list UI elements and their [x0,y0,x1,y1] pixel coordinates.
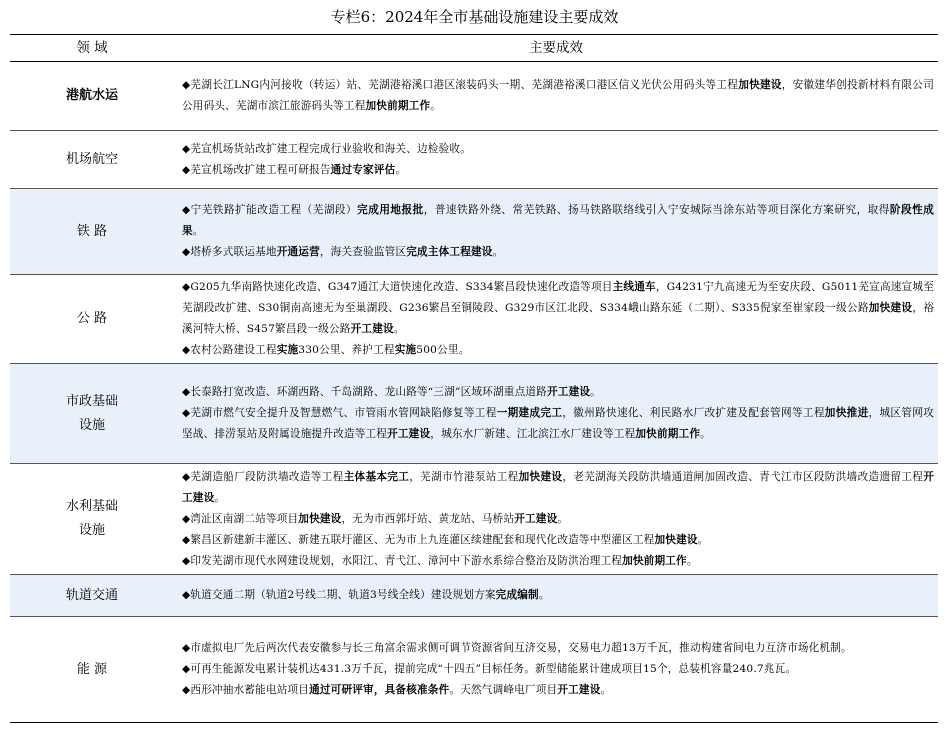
text-segment: 。 [214,491,226,504]
achievement-item [182,530,934,551]
highlight-text: 加快前期工作 [635,428,701,440]
text-segment: 。 [393,323,405,335]
text-segment: ，芜湖市竹港泵站工程 [409,470,519,483]
header-achievements: 主要成效 [529,40,583,56]
text-segment: 330公里、养护工程 [298,344,395,356]
achievement-item [182,160,934,181]
text-segment: ◆芜湖造船厂段防洪墙改造等工程 [182,470,344,483]
text-segment: 500公里。 [416,344,470,356]
highlight-text: 一期建成完工 [496,407,563,419]
highlight-text: 完成编制 [495,589,539,601]
achievement-item [182,403,934,445]
highlight-text: 开通运营 [276,246,320,258]
highlight-text: 完成用地报批 [357,204,424,216]
text-segment: 。天然气调峰电厂项目 [449,684,558,696]
text-segment: 。 [430,100,442,112]
content-cell [174,364,938,463]
highlight-text: 加快建设 [654,533,698,546]
text-segment: 。 [557,512,569,525]
table-header [10,34,938,62]
table-title: 专栏6：2024年全市基础设施建设主要成效 [330,8,619,26]
content-cell [174,464,938,574]
highlight-text: 完成主体工程建设 [406,246,493,258]
text-segment: ◆印发芜湖市现代水网建设规划，水阳江、青弋江、漳河中下游水系综合整治及防洪治理工程 [182,554,623,567]
highlight-text: 开工建设 [182,470,934,504]
achievement-item [182,467,934,509]
text-segment: ◆G205九华南路快速化改造、G347通江大道快速化改造、S334繁昌段快速化改造等项目 [182,281,613,293]
text-segment: ◆长泰路打宽改造、环湖西路、千岛湖路、龙山路等“三湖”区域环湖重点道路 [182,386,547,398]
text-segment: 。 [492,246,504,258]
text-segment: 。 [700,428,711,440]
highlight-text: 加快建设 [298,512,342,525]
highlight-text: 通过可研评审，具备核准条件 [309,684,450,696]
achievement-item [182,551,934,572]
category-cell: 铁 路 [76,223,108,239]
highlight-text: 开工建设 [557,684,601,696]
text-segment: ◆宁芜铁路扩能改造工程（芜湖段） [182,204,358,216]
text-segment: ，城东水厂新建、江北滨江水厂建设等工程 [430,428,636,440]
text-segment: 。 [697,533,709,546]
row-railway [10,189,938,275]
text-segment: ◆芜宣机场货站改扩建工程完成行业验收和海关、边检验收。 [182,142,471,155]
text-segment: ◆芜湖市燃气安全提升及智慧燃气、市管雨水管网缺陷修复等工程 [182,407,497,419]
category-cell: 能 源 [76,661,108,677]
text-segment: 。 [538,589,550,601]
text-segment: ◆芜湖长江LNG内河接收（转运）站、芜湖港裕溪口港区滚装码头一期、芜湖港裕溪口港区信义光伏公用码头等工程 [182,79,739,91]
highlight-text: 开工建设 [387,428,431,440]
highlight-text: 主体基本完工 [343,470,410,483]
highlight-text: 加快建设 [868,302,913,314]
highlight-text: 主线通车 [612,281,656,293]
text-segment: ，G4231宁九高速无为至安庆段、G5011芜宣高速宣城至芜湖段改扩建、S30铜南高速无为至巢湖段、G236繁昌至铜陵段、G329市区江北段、S334峨山路东延（二期）、S335倪家至崔家段一级公路 [182,281,934,314]
row-rail-transit [10,575,938,617]
highlight-text: 开工建设 [514,512,558,525]
highlight-text: 开工建设 [350,323,394,335]
achievement-item [182,75,934,117]
highlight-text: 开工建设 [546,386,591,398]
text-segment: ◆市虚拟电厂先后两次代表安徽参与长三角富余需求侧可调节资源省间互济交易，交易电力超13万千瓦，推动构建省间电力互济市场化机制。 [182,642,852,654]
achievement-item [182,277,934,340]
text-segment: ，普速铁路外绕、常芜铁路、扬马铁路联络线引入宁安城际当涂东站等项目深化方案研究，取得 [423,204,890,216]
text-segment: ，无为市西郭圩站、黄龙站、马桥站 [341,512,515,525]
text-segment: ◆轨道交通二期（轨道2号线二期、轨道3号线全线）建设规划方案 [182,589,496,601]
content-cell [174,617,938,722]
text-segment: ，安徽建华创投新材料有限公司公用码头、芜湖市滨江旅游码头等工程 [182,79,934,112]
row-airport-aviation [10,131,938,189]
row-water-conservancy [10,464,938,575]
row-municipal-infrastructure [10,364,938,464]
category-cell: 轨道交通 [65,587,118,603]
achievement-item [182,680,934,701]
category-cell: 公 路 [76,311,108,326]
achievement-item [182,242,934,263]
achievement-item [182,659,934,680]
content-cell [174,131,938,188]
text-segment: ◆可再生能源发电累计装机达431.3万千瓦，提前完成“十四五”目标任务。新型储能累计建成项目15个，总装机容量240.7兆瓦。 [182,663,797,675]
highlight-text: 加快建设 [738,79,782,91]
category-cell: 港航水运 [65,88,118,103]
text-segment: 。 [686,554,698,567]
highlight-text: 通过专家评估 [330,163,396,176]
text-segment: 。 [192,225,204,237]
category-cell: 水利基础 设施 [65,499,118,538]
category-cell: 市政基础 设施 [65,393,118,433]
row-port-shipping [10,62,938,131]
highlight-text: 阶段性成果 [182,204,934,237]
highlight-text: 加快推进 [824,407,869,419]
highlight-text: 加快前期工作 [365,100,431,112]
highlight-text: 加快建设 [518,470,563,483]
text-segment: 。 [600,684,612,696]
achievement-item [182,585,934,606]
achievement-item [182,340,934,361]
content-cell [174,575,938,616]
achievement-item [182,382,934,403]
text-segment: ，徽州路快速化、利民路水厂改扩建及配套管网等工程 [562,407,825,419]
category-cell: 机场航空 [65,151,118,167]
content-cell [174,62,938,130]
content-cell [174,275,938,363]
text-segment: ，裕溪河特大桥、S457繁昌段一级公路 [182,302,934,335]
row-energy [10,617,938,723]
text-segment: 。 [590,386,601,398]
text-segment: ◆繁昌区新建新丰灌区、新建五联圩灌区、无为市上九连灌区续建配套和现代化改造等中型灌区工程 [182,533,655,546]
achievement-item [182,139,934,160]
text-segment: 。 [395,163,407,176]
header-domain: 领 域 [76,40,108,56]
highlight-text: 实施 [394,344,417,356]
text-segment: ◆农村公路建设工程 [182,344,277,356]
text-segment: ，城区管网攻坚战、排涝泵站及附属设施提升改造等工程 [182,407,934,440]
content-cell [174,189,938,274]
table-body [10,62,938,723]
highlight-text: 加快前期工作 [622,554,687,567]
highlight-text: 实施 [276,344,299,356]
achievement-item [182,509,934,530]
text-segment: ◆西形冲抽水蓄能电站项目 [182,684,310,696]
achievement-item [182,200,934,242]
row-highway [10,275,938,364]
text-segment: ，海关查验监管区 [319,246,407,258]
text-segment: ◆塔桥多式联运基地 [182,246,277,258]
achievement-item [182,638,934,659]
text-segment: ，老芜湖海关段防洪墙通道闸加固改造、青弋江市区段防洪墙改造遗留工程 [562,470,924,483]
text-segment: ◆湾沚区南湖二站等项目 [182,512,299,525]
text-segment: ◆芜宣机场改扩建工程可研报告 [182,163,331,176]
